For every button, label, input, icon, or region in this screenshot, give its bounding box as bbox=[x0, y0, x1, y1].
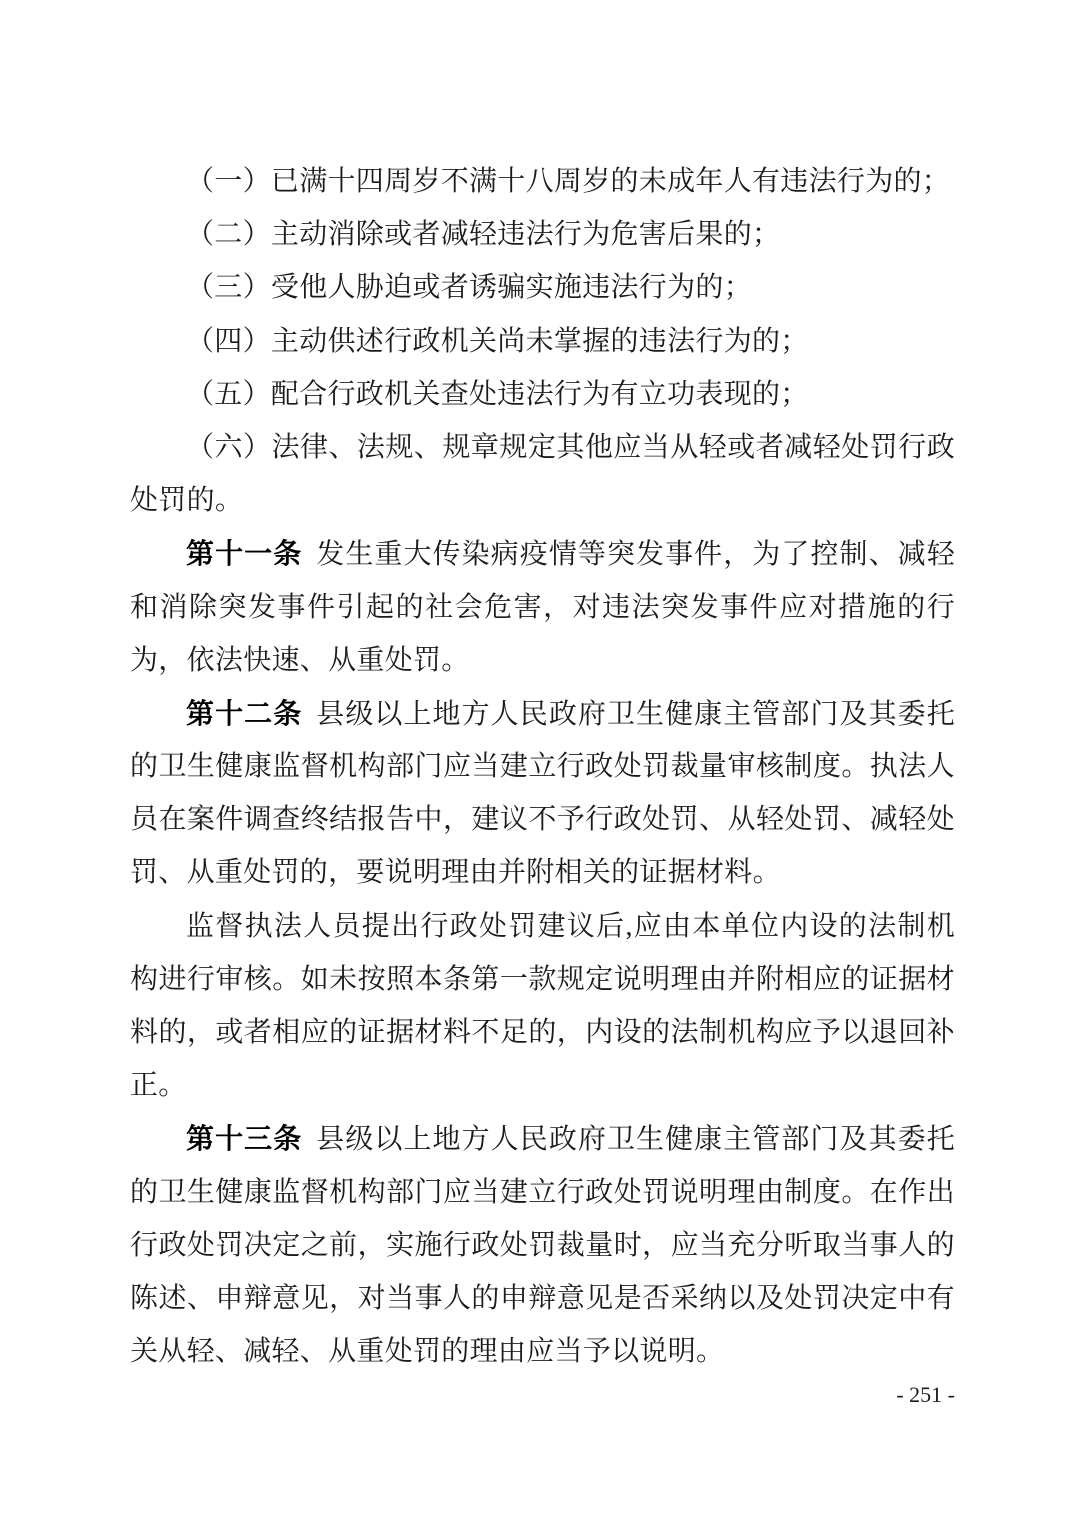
text-line bbox=[130, 740, 955, 793]
text-run: 陈述、申辩意见，对当事人的申辩意见是否采纳以及处罚决定中有 bbox=[130, 1282, 955, 1314]
text-run: 和消除突发事件引起的社会危害，对违法突发事件应对措施的行 bbox=[130, 591, 955, 623]
text-line bbox=[130, 315, 955, 368]
text-line bbox=[130, 1219, 955, 1272]
text-run: 的卫生健康监督机构部门应当建立行政处罚裁量审核制度。执法人 bbox=[130, 751, 955, 783]
text-line bbox=[130, 261, 955, 314]
article-heading-line bbox=[130, 687, 955, 740]
text-run: 罚、从重处罚的，要说明理由并附相关的证据材料。 bbox=[130, 857, 781, 889]
text-line bbox=[130, 1272, 955, 1325]
text-run: （六）法律、法规、规章规定其他应当从轻或者减轻处罚行政 bbox=[186, 431, 955, 463]
text-line bbox=[130, 368, 955, 421]
text-run: （一）已满十四周岁不满十八周岁的未成年人有违法行为的； bbox=[186, 166, 951, 197]
text-line bbox=[130, 421, 955, 474]
text-line bbox=[130, 474, 955, 527]
text-run: （四）主动供述行政机关尚未掌握的违法行为的； bbox=[186, 325, 809, 357]
text-run: 县级以上地方人民政府卫生健康主管部门及其委托 bbox=[316, 698, 956, 730]
text-run: （二）主动消除或者减轻违法行为危害后果的； bbox=[186, 219, 781, 251]
text-run: 关从轻、减轻、从重处罚的理由应当予以说明。 bbox=[130, 1336, 725, 1368]
text-run: 为，依法快速、从重处罚。 bbox=[130, 644, 470, 676]
article-heading-line bbox=[130, 1112, 955, 1165]
text-line bbox=[130, 900, 955, 953]
text-run: 料的，或者相应的证据材料不足的，内设的法制机构应予以退回补 bbox=[130, 1017, 955, 1048]
text-line bbox=[130, 846, 955, 899]
text-run: 行政处罚决定之前，实施行政处罚裁量时，应当充分听取当事人的 bbox=[130, 1229, 955, 1261]
text-line bbox=[130, 155, 955, 208]
text-run: 的卫生健康监督机构部门应当建立行政处罚说明理由制度。在作出 bbox=[130, 1176, 955, 1208]
text-line bbox=[130, 1166, 955, 1219]
text-line bbox=[130, 208, 955, 261]
text-run: 员在案件调查终结报告中，建议不予行政处罚、从轻处罚、减轻处 bbox=[130, 804, 955, 836]
text-line bbox=[130, 581, 955, 634]
text-line bbox=[130, 793, 955, 846]
article-number: 第十二条 bbox=[186, 697, 303, 729]
text-run: 县级以上地方人民政府卫生健康主管部门及其委托 bbox=[316, 1124, 956, 1156]
article-number: 第十一条 bbox=[186, 538, 303, 570]
text-run: 正。 bbox=[130, 1070, 187, 1102]
text-line bbox=[130, 634, 955, 687]
article-number: 第十三条 bbox=[186, 1123, 303, 1155]
text-run: 构进行审核。如未按照本条第一款规定说明理由并附相应的证据材 bbox=[130, 963, 955, 995]
text-line bbox=[130, 1325, 955, 1378]
text-block bbox=[130, 155, 955, 1378]
page-number: - 251 - bbox=[896, 1382, 955, 1407]
text-line bbox=[130, 1059, 955, 1112]
text-run: 监督执法人员提出行政处罚建议后,应由本单位内设的法制机 bbox=[186, 910, 955, 942]
text-run: （三）受他人胁迫或者诱骗实施违法行为的； bbox=[186, 272, 753, 304]
text-line bbox=[130, 953, 955, 1006]
article-heading-line bbox=[130, 527, 955, 580]
text-run: 发生重大传染病疫情等突发事件，为了控制、减轻 bbox=[316, 539, 956, 571]
text-run: 处罚的。 bbox=[130, 485, 244, 517]
text-run: （五）配合行政机关查处违法行为有立功表现的； bbox=[186, 378, 809, 410]
text-line bbox=[130, 1006, 955, 1059]
